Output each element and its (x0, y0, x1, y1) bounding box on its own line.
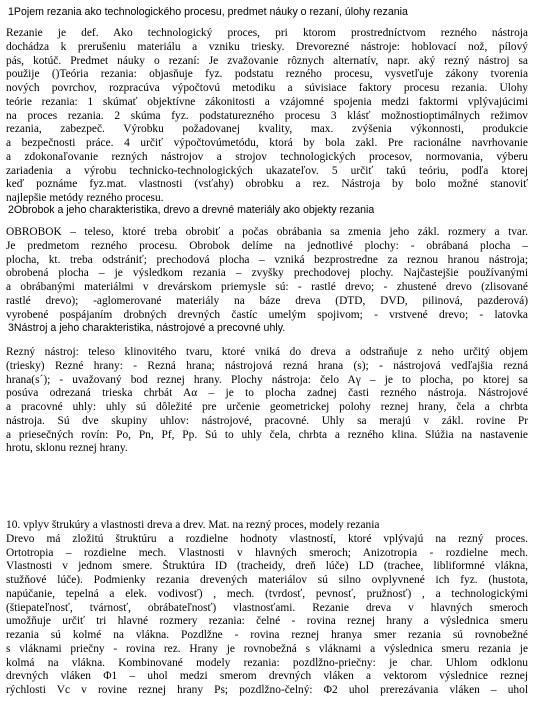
text-line: teórie rezania: 1 skúmať objektívne zákonitosti a vzájomné spojenia medzi faktormi vplývajúcimi (6, 95, 528, 108)
text-line: stužňové lúče). Podmienky rezania drevených materiálov sú silno ovplyvnené ich fyz. (hustota, (6, 574, 528, 586)
text-line: rezania, zabezpeč. Výrobku požadovanej kvality, max. zvýšenia výkonnosti, produkcie (6, 123, 528, 136)
text-line: a bezpečnosti práce. 4 určiť výpočtovúmetódu, ktorá by bola zakl. Pre racionálne navrhovanie (6, 137, 528, 149)
text-line: umožňuje určiť tri hlavné rozmery rezania: čelné - rovina reznej hrany a výslednica smeru (6, 615, 528, 628)
text-line: pás, kotúč. Predmet náuky o rezaní: Je zvažovanie rôznych alternatív, napr. aký rezný nástroj sa (6, 54, 528, 67)
text-line: Vlastnosti v jednom smere. Štruktúra ID (tracheidy, dreň lúče) LD (trachee, libliformné vlákna, (6, 560, 528, 573)
section-10-heading: 10. vplyv štrukúry a vlastnosti dreva a drev. Mat. na rezný proces, modely rezania (6, 519, 380, 531)
section-10 (6, 519, 528, 698)
text-line: posúva odrezaná trieska chrbát Aα – je to plocha zadnej časti rezného nástroja. Nástrojové (6, 387, 528, 400)
text-line: (triesky) Rezné hrany: - Rezná hrana; nástrojová rezná hrana (s); - nástrojová vedľajšia rezná (6, 359, 528, 372)
text-line: a priesečných rovín: Po, Pn, Pf, Pp. Sú to uhly čela, chrbta a rezného klina. Slúžia na nastavenie (6, 428, 528, 441)
section-3-body (6, 346, 528, 456)
text-line: drevných vláken Φ1 – uhol medzi smerom drevných vláken a vektorom výslednice reznej (6, 670, 528, 683)
text-line: (štiepateľnosť, tvárnosť, obrábateľnosť) vlastnosťami. Rezanie dreva v hlavných smeroch (6, 601, 528, 614)
section-1-heading: 1Pojem rezania ako technologického procesu, predmet náuky o rezaní, úlohy rezania (8, 6, 408, 18)
section-2-body (6, 226, 528, 322)
text-line: nástroja. Sú dve skupiny uhlov: nástrojové, pracovné. Uhly sa merajú v zákl. rovine Pr (6, 414, 528, 427)
text-line: Ortotropia – rozdielne mech. Vlastnosti v hlavných smeroch; Anizotropia - rozdielne mech. (6, 546, 528, 559)
text-line: OBROBOK – teleso, ktoré treba obrobiť a počas obrábania sa zmenia jeho zákl. rozmery a tvar. (6, 226, 528, 238)
text-line: použije ()Teória rezania: objasňuje fyz. podstatu rezného procesu, vysvetľuje zákony tvorenia (6, 68, 528, 81)
text-line: keď poznáme fyz.mat. vlastnosti (vsťahy) obrobku a rez. Nástroja by bolo možné stanoviť (6, 178, 528, 191)
text-line: rastlé drevo); -aglomerované materiály na báze dreva (DTD, DVD, pilinová, pazderová) (6, 294, 528, 307)
text-line: Rezanie je def. Ako technologický proces, pri ktorom prostredníctvom rezného nástroja (6, 27, 528, 39)
text-line: vyrobené pospájaním drobných drevných častíc umelým spojivom; - vrstvené drevo; - latovka (6, 308, 528, 321)
text-line: a obrábanými materiálmi v drevárskom priemysle sú: - rastlé drevo; - zhustené drevo (zlisované (6, 281, 528, 293)
text-line: rezania sú kolmé na vlákna. Pozdĺžne - rovina reznej hranya smer rezania sú rovnobežné (6, 629, 528, 641)
text-line: na proces rezania. 2 skúma fyz. podstaturezného procesu 3 klásť možnostioptimálnych režimov (6, 109, 528, 122)
text-line: Rezný nástroj: teleso klinovitého tvaru, ktoré vniká do dreva a odstraňuje z neho určitý objem (6, 346, 528, 358)
text-line: kolmá na vlákna. Kombinované modely rezania: pozdĺžno-priečny: je char. Uhlom odklonu (6, 656, 528, 669)
text-line: zariadenia a výrobu technicko-technologických ukazateľov. 5 určiť takú teóriu, podľa ktorej (6, 164, 528, 177)
text-line: hrana(s´); - uvažovaný bod reznej hrany. Plochy nástroja: čelo Aγ – je to plocha, po ktorej sa (6, 373, 528, 386)
text-line: rýchlosti Vc v rovine reznej hrany Ps; pozdĺžno-čelný: Φ2 uhol prerezávania vláken – uhol (6, 684, 528, 696)
section-3-heading: 3Nástroj a jeho charakteristika, nástrojové a precovné uhly. (8, 322, 286, 334)
text-line: obrobená plocha – je výsledkom rezania – zvyšky prechodovej plochy. Najčastejšie používanými (6, 267, 528, 280)
text-line: s vláknami priečny - rovina rez. Hrany je rovnobežná s vláknami a výslednica smeru rezania je (6, 642, 528, 655)
text-line: a zdokonaľovanie rezných nástrojov a strojov technologických procesov, normovania, výberu (6, 150, 528, 163)
text-line: najlepšie metódy rezného procesu. (6, 192, 164, 204)
text-line: Drevo má zložitú štruktúru a rozdielne hodnoty vlastností, ktoré vplývajú na rezný proces. (6, 532, 528, 545)
text-line: a pracovné uhly: uhly sú dôležité pre určenie geometrickej polohy reznej hrany, čela a chrbta (6, 401, 528, 413)
text-line: hrotu, sklonu reznej hrany. (6, 442, 128, 455)
text-line: napúčanie, tepelná a elek. vodivosť) , mech. (tvrdosť, pevnosť, pružnosť) , a technologickými (6, 587, 528, 600)
text-line: Je predmetom rezného procesu. Obrobok delíme na jednotlivé plochy: - obrábaná plocha – (6, 239, 528, 252)
text-line: dochádza k prerušeniu materiálu a vzniku triesky. Drevorezné nástroje: hoblovací nož, pílový (6, 40, 528, 53)
section-1-body (6, 27, 528, 206)
text-line: nových povrchov, rozpracúva výpočtovú metodiku a súvisiace faktory procesu rezania. Úlohy (6, 82, 528, 94)
text-line: plocha, kt. treba odstrániť; prechodová plocha – vzniká bezprostredne za reznou hranou nástroja; (6, 253, 528, 266)
section-2-heading: 2Obrobok a jeho charakteristika, drevo a drevné materiály ako objekty rezania (8, 204, 375, 216)
